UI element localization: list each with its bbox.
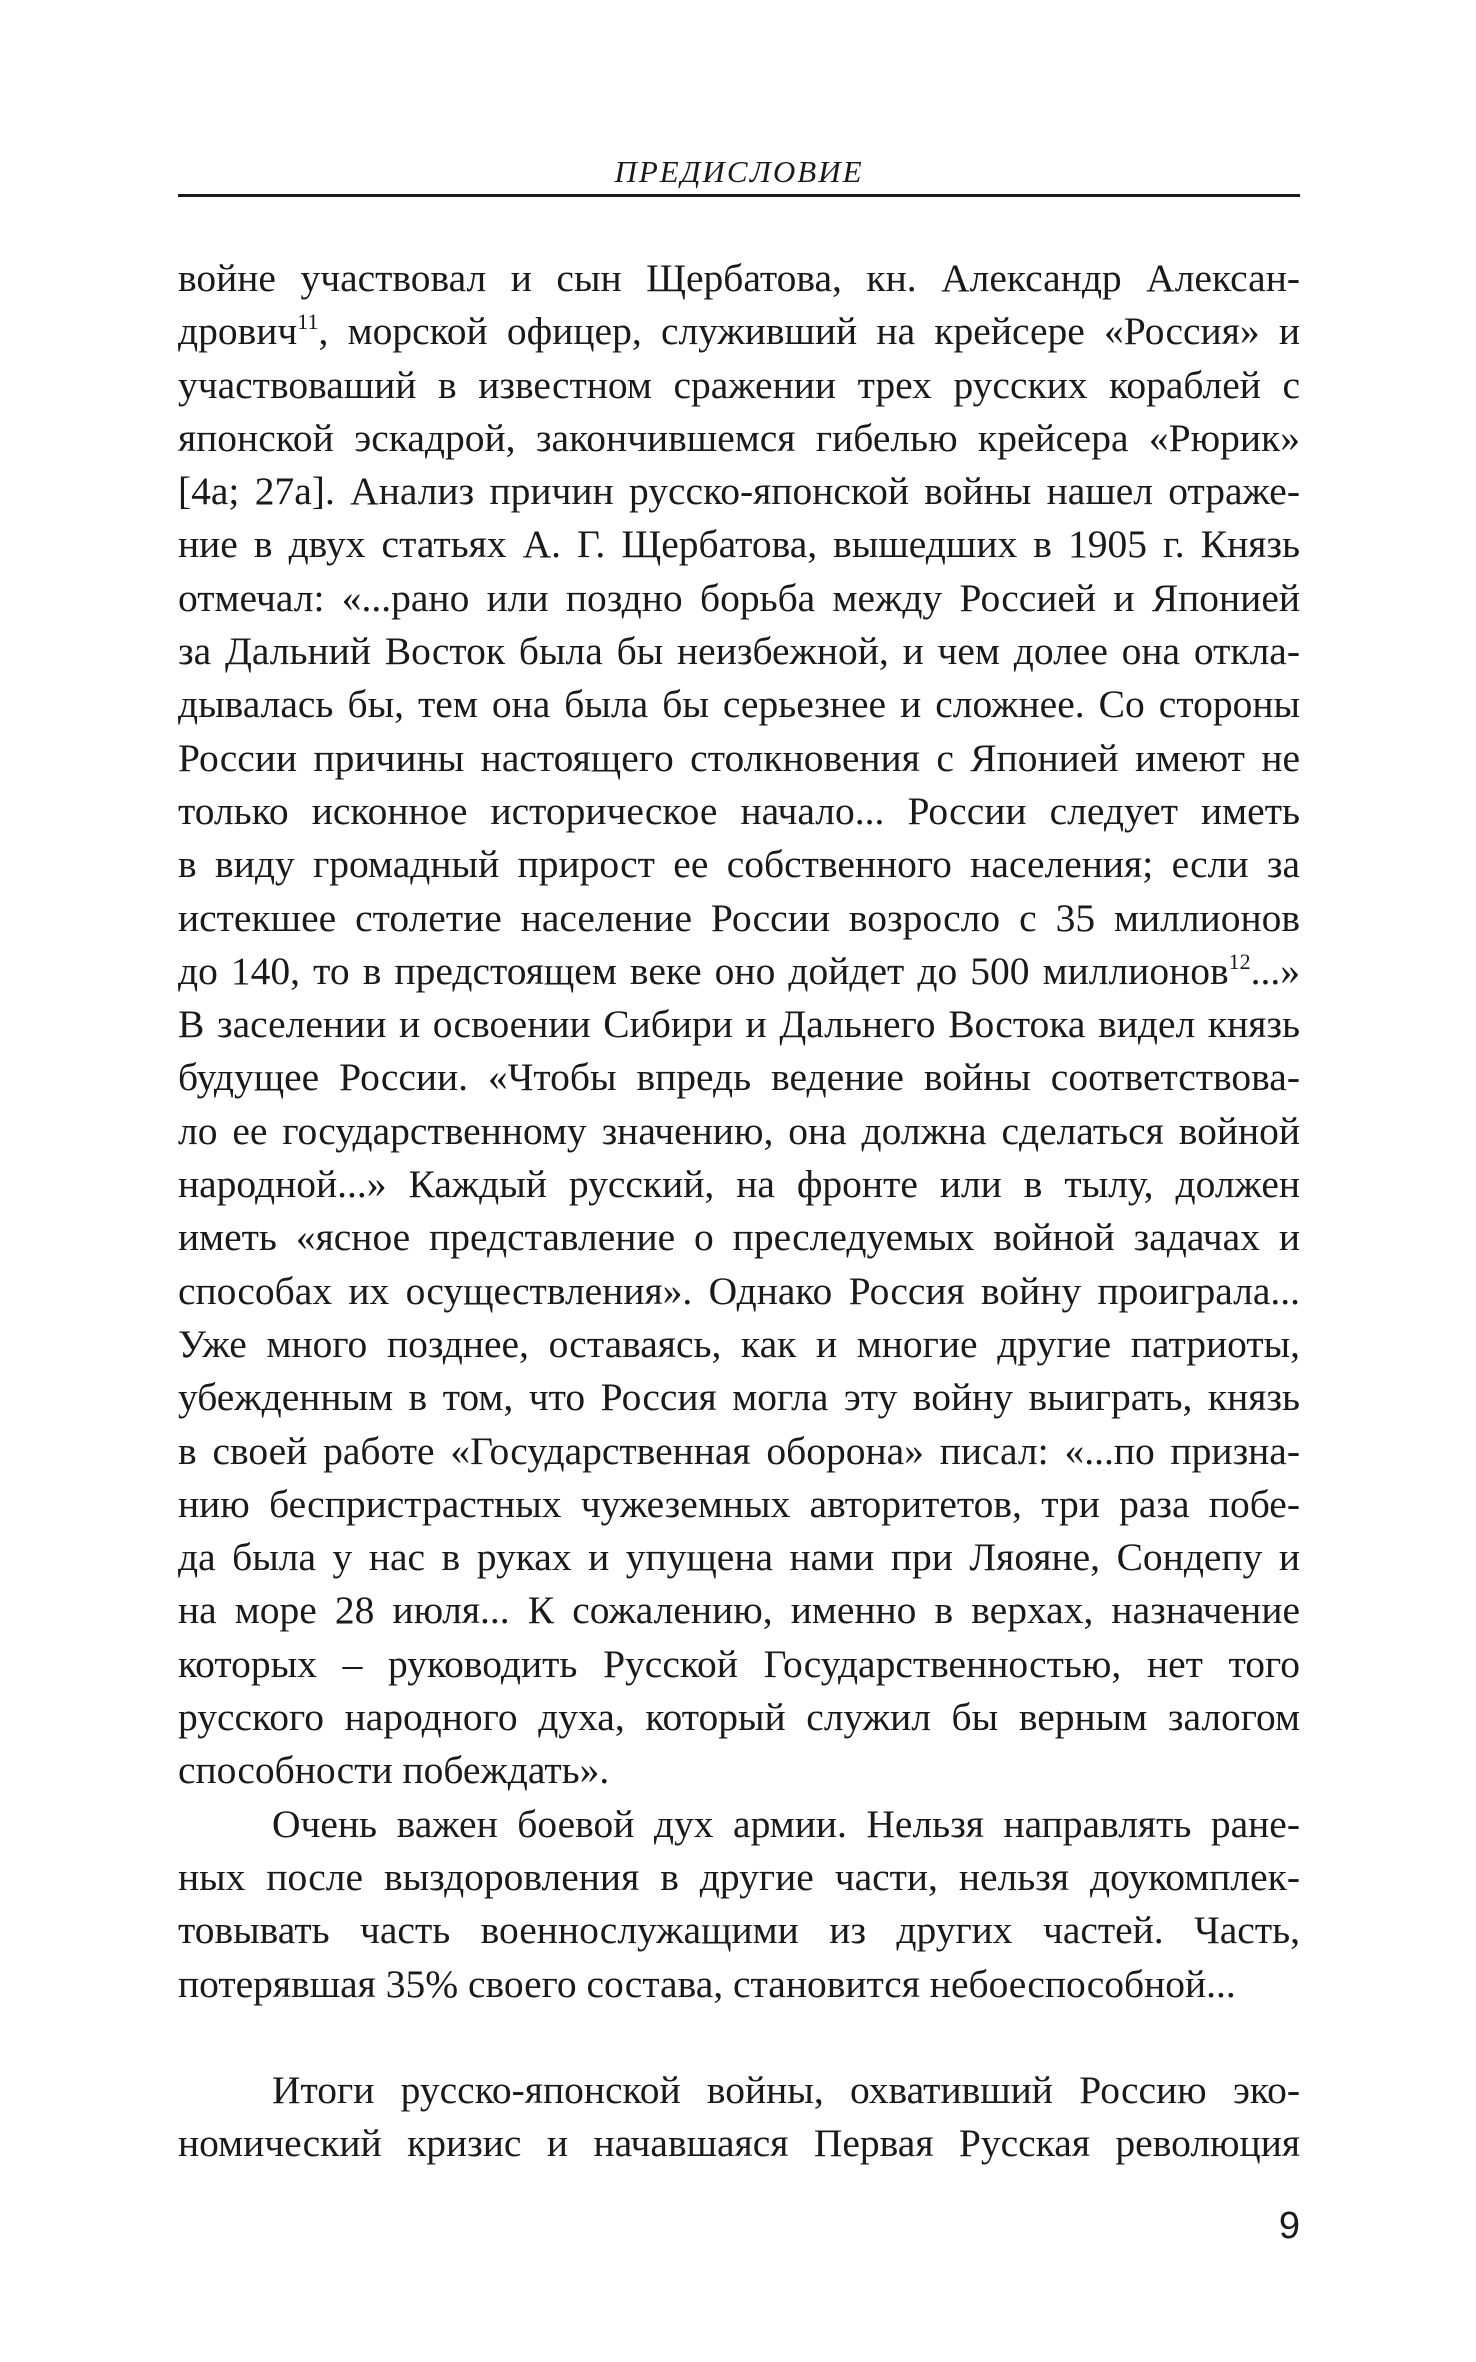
line-text: японской эскадрой, закончившемся гибелью крейсера «Рюрик» (178, 415, 1300, 460)
text-line (178, 1211, 1300, 1264)
line-text: ло ее государственному значению, она должна сделаться войной (178, 1108, 1300, 1153)
text-line (178, 1798, 1300, 1851)
line-text: номический кризис и начавшаяся Первая Русская революция (178, 2121, 1300, 2166)
line-text-continued: , морской офицер, служивший на крейсере «Россия» и (318, 309, 1300, 354)
line-text: В заселении и освоении Сибири и Дальнего Востока видел князь (178, 1002, 1300, 1047)
line-text: участвоваший в известном сражении трех русских кораблей с (178, 362, 1300, 407)
text-line (178, 572, 1300, 625)
text-line (178, 998, 1300, 1051)
text-line (178, 1531, 1300, 1584)
line-text: потерявшая 35% своего состава, становится небоеспособной... (178, 1961, 1236, 2006)
line-text: ных после выздоровления в другие части, нельзя доукомплек- (178, 1854, 1300, 1899)
page-number: 9 (1278, 2205, 1300, 2247)
text-line (178, 1425, 1300, 1478)
line-text: дрович (178, 309, 298, 354)
line-text: способности побеждать». (178, 1748, 610, 1793)
line-text: будущее России. «Чтобы впредь ведение войны соответствова- (178, 1055, 1300, 1100)
line-text: иметь «ясное представление о преследуемых войной задачах и (178, 1215, 1300, 1260)
header-rule (178, 194, 1300, 197)
text-line (178, 678, 1300, 731)
text-line (178, 732, 1300, 785)
text-line (178, 785, 1300, 838)
line-text: нию беспристрастных чужеземных авторитетов, три раза побе- (178, 1481, 1300, 1526)
text-line (178, 252, 1300, 305)
line-text: товывать часть военнослужащими из других частей. Часть, (178, 1908, 1300, 1953)
line-text: которых – руководить Русской Государственностью, нет того (178, 1641, 1300, 1686)
line-text: народной...» Каждый русский, на фронте или в тылу, должен (178, 1162, 1300, 1207)
line-text: Очень важен боевой дух армии. Нельзя направлять ране- (272, 1801, 1300, 1846)
line-text: только исконное историческое начало... России следует иметь (178, 788, 1300, 833)
footnote-marker: 12 (1228, 948, 1251, 974)
text-line (178, 1318, 1300, 1371)
line-text: отмечал: «...рано или поздно борьба между Россией и Японией (178, 575, 1300, 620)
line-text: до 140, то в предстоящем веке оно дойдет до 500 миллионов (178, 948, 1229, 993)
text-line (178, 892, 1300, 945)
text-line (178, 2064, 1300, 2117)
text-line (178, 1691, 1300, 1744)
line-text: убежденным в том, что Россия могла эту войну выиграть, князь (178, 1375, 1300, 1420)
text-line (178, 465, 1300, 518)
text-line (178, 945, 1300, 998)
line-text-continued: ...» (1250, 948, 1300, 993)
text-line (178, 1904, 1300, 1957)
text-line (178, 1371, 1300, 1424)
text-line (178, 838, 1300, 891)
line-text: Итоги русско-японской войны, охвативший Россию эко- (272, 2067, 1300, 2112)
running-head-title: ПРЕДИСЛОВИЕ (614, 154, 864, 189)
text-line (178, 305, 1300, 358)
line-text: ние в двух статьях А. Г. Щербатова, вышедших в 1905 г. Князь (178, 522, 1300, 567)
body-text (178, 252, 1300, 2170)
line-text: да была у нас в руках и упущена нами при Ляояне, Сондепу и (178, 1535, 1300, 1580)
line-text: войне участвовал и сын Щербатова, кн. Александр Алексан- (178, 256, 1300, 300)
footnote-marker: 11 (297, 309, 319, 335)
line-text: способах их осуществления». Однако Россия войну проиграла... (178, 1268, 1300, 1313)
text-line (178, 1265, 1300, 1318)
line-text: на море 28 июля... К сожалению, именно в верхах, назначение (178, 1588, 1300, 1633)
line-text: Уже много позднее, оставаясь, как и многие другие патриоты, (178, 1321, 1300, 1366)
line-text: дывалась бы, тем она была бы серьезнее и сложнее. Со стороны (178, 682, 1300, 727)
text-line (178, 1478, 1300, 1531)
text-line (178, 1584, 1300, 1637)
text-line (178, 2117, 1300, 2170)
line-text: в виду громадный прирост ее собственного населения; если за (178, 842, 1300, 887)
text-line (178, 1638, 1300, 1691)
text-line (178, 1051, 1300, 1104)
text-line (178, 1958, 1300, 2011)
line-text: России причины настоящего столкновения с Японией имеют не (178, 735, 1300, 780)
text-line (178, 359, 1300, 412)
text-line (178, 518, 1300, 571)
text-line (178, 412, 1300, 465)
line-text: [4а; 27а]. Анализ причин русско-японской войны нашел отраже- (178, 469, 1300, 514)
line-text: истекшее столетие население России возросло с 35 миллионов (178, 895, 1300, 940)
text-line (178, 1158, 1300, 1211)
text-line (178, 1105, 1300, 1158)
line-text: русского народного духа, который служил бы верным залогом (178, 1695, 1300, 1740)
line-text: за Дальний Восток была бы неизбежной, и чем долее она откла- (178, 629, 1300, 674)
text-line (178, 1744, 1300, 1797)
text-line (178, 625, 1300, 678)
text-line (178, 1851, 1300, 1904)
line-text: в своей работе «Государственная оборона» писал: «...по призна- (178, 1428, 1300, 1473)
